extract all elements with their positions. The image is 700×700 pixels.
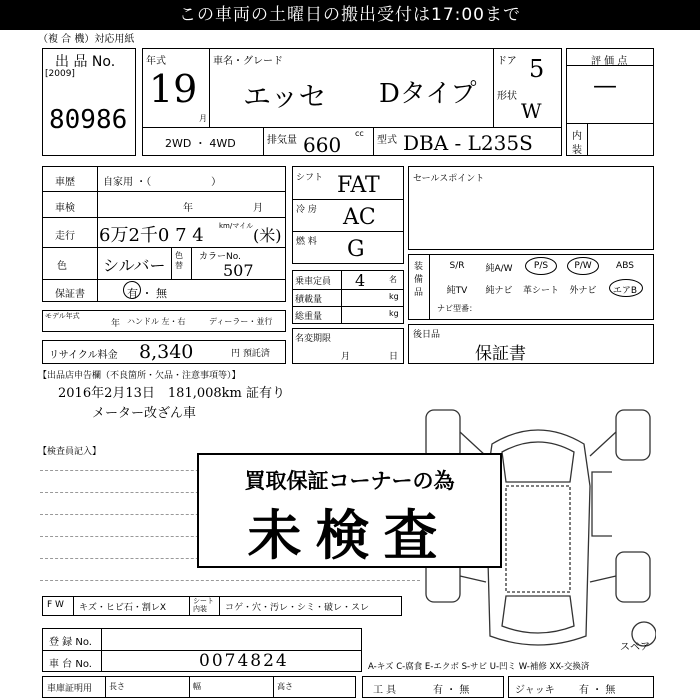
seat-label: シート内装 bbox=[193, 597, 214, 613]
warranty-circle bbox=[123, 281, 141, 299]
stamp-line-2: 未検査 bbox=[247, 504, 452, 567]
cert-height: 高さ bbox=[277, 682, 293, 691]
mileage-value: 6万2千0 7 4 bbox=[99, 225, 204, 246]
equipment-box bbox=[408, 254, 654, 320]
capacity-unit: 名 bbox=[389, 275, 397, 284]
drive-label: 2WD ・ 4WD bbox=[165, 137, 236, 150]
accessories-box bbox=[408, 324, 654, 364]
displacement-label: 排気量 bbox=[267, 135, 297, 146]
interior-label-2: 装 bbox=[572, 145, 582, 156]
handle-label: ハンドル 左・右 bbox=[127, 317, 186, 326]
navi-model-label: ナビ型番： bbox=[437, 304, 477, 313]
cert-length: 長さ bbox=[109, 682, 125, 691]
equipment-label: 装 備 品 bbox=[414, 262, 424, 298]
score-value: — bbox=[593, 71, 617, 99]
recycle-label: リサイクル料金 bbox=[49, 350, 118, 361]
equip-pw-circle bbox=[567, 257, 599, 275]
displacement-unit: cc bbox=[355, 129, 364, 138]
chassis-value: 0074824 bbox=[199, 651, 289, 671]
lot-box bbox=[42, 48, 136, 156]
mileage-label: 走行 bbox=[55, 231, 75, 242]
model-year-unit: 年 bbox=[111, 319, 121, 329]
inspection-month: 月 bbox=[253, 203, 263, 214]
equip-leather: 革シート bbox=[522, 286, 559, 296]
equip-pw: P/W bbox=[574, 261, 592, 271]
color-code: 507 bbox=[223, 261, 254, 280]
name-change-box bbox=[292, 328, 404, 364]
vehicle-header-box bbox=[142, 48, 562, 156]
remarks-line-2: メーター改ざん車 bbox=[92, 406, 197, 421]
displacement-value: 660 bbox=[303, 133, 342, 157]
equip-ps-circle bbox=[525, 257, 557, 275]
score-label: 評 価 点 bbox=[591, 56, 628, 67]
car-name: エッセ bbox=[243, 80, 327, 113]
equip-sr: S/R bbox=[449, 261, 465, 271]
model-year-label: モデル年式 bbox=[45, 312, 80, 320]
car-grade: Dタイプ bbox=[379, 79, 477, 109]
name-change-day: 日 bbox=[389, 352, 399, 362]
spare-label: スペア bbox=[620, 642, 650, 653]
certificate-row bbox=[42, 676, 356, 698]
shape-value: W bbox=[521, 99, 542, 123]
sales-point-box bbox=[408, 166, 654, 250]
mileage-note: (米) bbox=[253, 226, 282, 245]
color-change-label: 色替 bbox=[175, 251, 183, 270]
history-value: 自家用 ・（ ） bbox=[103, 177, 222, 188]
tools-row bbox=[362, 676, 504, 698]
capacity-value: 4 bbox=[355, 271, 366, 290]
equip-abs: ABS bbox=[616, 261, 634, 271]
name-label: 車名・グレード bbox=[213, 56, 283, 67]
jack-label: ジャッキ bbox=[515, 685, 555, 696]
jack-row bbox=[508, 676, 654, 698]
model-label: 型式 bbox=[377, 135, 397, 146]
name-change-label: 名変期限 bbox=[295, 334, 332, 344]
equip-aw: 純A/W bbox=[485, 264, 513, 274]
registration-box bbox=[42, 628, 362, 672]
info-banner: この車両の土曜日の搬出受付は17:00まで bbox=[0, 0, 700, 30]
equip-ext-navi: 外ナビ bbox=[569, 286, 597, 296]
lot-label: 出 品 No. bbox=[55, 54, 116, 70]
model-value: DBA - L235S bbox=[403, 131, 533, 155]
spec-box bbox=[292, 166, 404, 264]
capacity-label: 乗車定員 bbox=[295, 277, 332, 287]
color-label: 色 bbox=[57, 261, 67, 272]
year-label: 年式 bbox=[146, 56, 166, 67]
capacity-box bbox=[292, 270, 404, 324]
fw-label: F W bbox=[47, 600, 64, 610]
jack-value: 有 ・ 無 bbox=[579, 685, 616, 696]
certificate-label: 車庫証明用 bbox=[47, 684, 93, 694]
sales-point-label: セールスポイント bbox=[413, 174, 485, 184]
gross-label: 総重量 bbox=[295, 312, 323, 322]
year-month-unit: 月 bbox=[199, 114, 207, 123]
inspector-label: 【検査員記入】 bbox=[38, 447, 102, 457]
stamp-line-1: 買取保証コーナーの為 bbox=[244, 469, 455, 493]
remarks-label: 【出品店申告欄（不良箇所・欠品・注意事項等）】 bbox=[38, 371, 241, 381]
inspection-label: 車検 bbox=[55, 203, 75, 214]
fw-value: キズ・ヒビ石・割レX bbox=[79, 603, 166, 613]
warranty-label: 保証書 bbox=[55, 289, 85, 300]
recycle-value: 8,340 bbox=[139, 341, 194, 363]
equip-airbag-circle bbox=[609, 279, 643, 297]
fw-row bbox=[42, 596, 402, 616]
equip-navi: 純ナビ bbox=[485, 286, 513, 296]
name-change-month: 月 bbox=[341, 352, 351, 362]
no-inspection-stamp bbox=[197, 453, 502, 568]
year-value: 19 bbox=[149, 67, 198, 111]
cooling-label: 冷 房 bbox=[296, 205, 317, 215]
top-note: （複 合 機）対応用紙 bbox=[38, 34, 135, 45]
door-value: 5 bbox=[529, 55, 545, 83]
vehicle-info-box bbox=[42, 166, 286, 302]
accessories-value: 保証書 bbox=[475, 344, 526, 364]
recycle-row bbox=[42, 340, 286, 364]
fuel-label: 燃 料 bbox=[296, 237, 317, 247]
accessories-label: 後日品 bbox=[413, 330, 441, 340]
tools-value: 有 ・ 無 bbox=[433, 685, 470, 696]
tools-label: 工 具 bbox=[373, 685, 397, 696]
shape-label: 形状 bbox=[497, 91, 517, 102]
load-unit: kg bbox=[389, 292, 399, 301]
lot-tag: [2009] bbox=[45, 69, 75, 79]
load-label: 積載量 bbox=[295, 295, 323, 305]
equip-tv: 純TV bbox=[446, 286, 468, 296]
fuel-value: G bbox=[347, 237, 365, 262]
mileage-unit: km/マイル bbox=[219, 222, 254, 230]
warranty-value: 有 ・ 無 bbox=[127, 287, 167, 300]
chassis-label: 車 台 No. bbox=[49, 659, 92, 670]
cooling-value: AC bbox=[343, 205, 376, 230]
equip-ps: P/S bbox=[533, 261, 549, 271]
inspection-year: 年 bbox=[183, 203, 193, 214]
auction-sheet bbox=[36, 30, 660, 700]
damage-legend: A-キズ C-腐食 E-エクボ S-サビ U-凹ミ W-補修 XX-交換済 bbox=[368, 662, 590, 672]
score-box bbox=[566, 48, 654, 156]
history-label: 車歴 bbox=[55, 177, 75, 188]
model-year-row bbox=[42, 310, 286, 332]
color-code-label: カラーNo. bbox=[199, 252, 241, 262]
remarks-line-1: 2016年2月13日 181,008km 証有り bbox=[58, 386, 285, 401]
interior-label-1: 内 bbox=[572, 131, 582, 142]
recycle-unit: 円 預託済 bbox=[231, 349, 270, 359]
color-value: シルバー bbox=[103, 256, 166, 275]
lot-number: 80986 bbox=[49, 105, 128, 135]
shift-value: FAT bbox=[337, 173, 380, 198]
seat-value: コゲ・穴・汚レ・シミ・破レ・スレ bbox=[225, 603, 370, 613]
gross-unit: kg bbox=[389, 309, 399, 318]
shift-label: シフト bbox=[296, 173, 324, 183]
cert-width: 幅 bbox=[193, 682, 201, 691]
registration-label: 登 録 No. bbox=[49, 637, 92, 648]
equip-airbag: エアB bbox=[612, 286, 638, 296]
door-label: ドア bbox=[497, 56, 517, 67]
dealer-label: ディーラー・並行 bbox=[209, 317, 273, 326]
